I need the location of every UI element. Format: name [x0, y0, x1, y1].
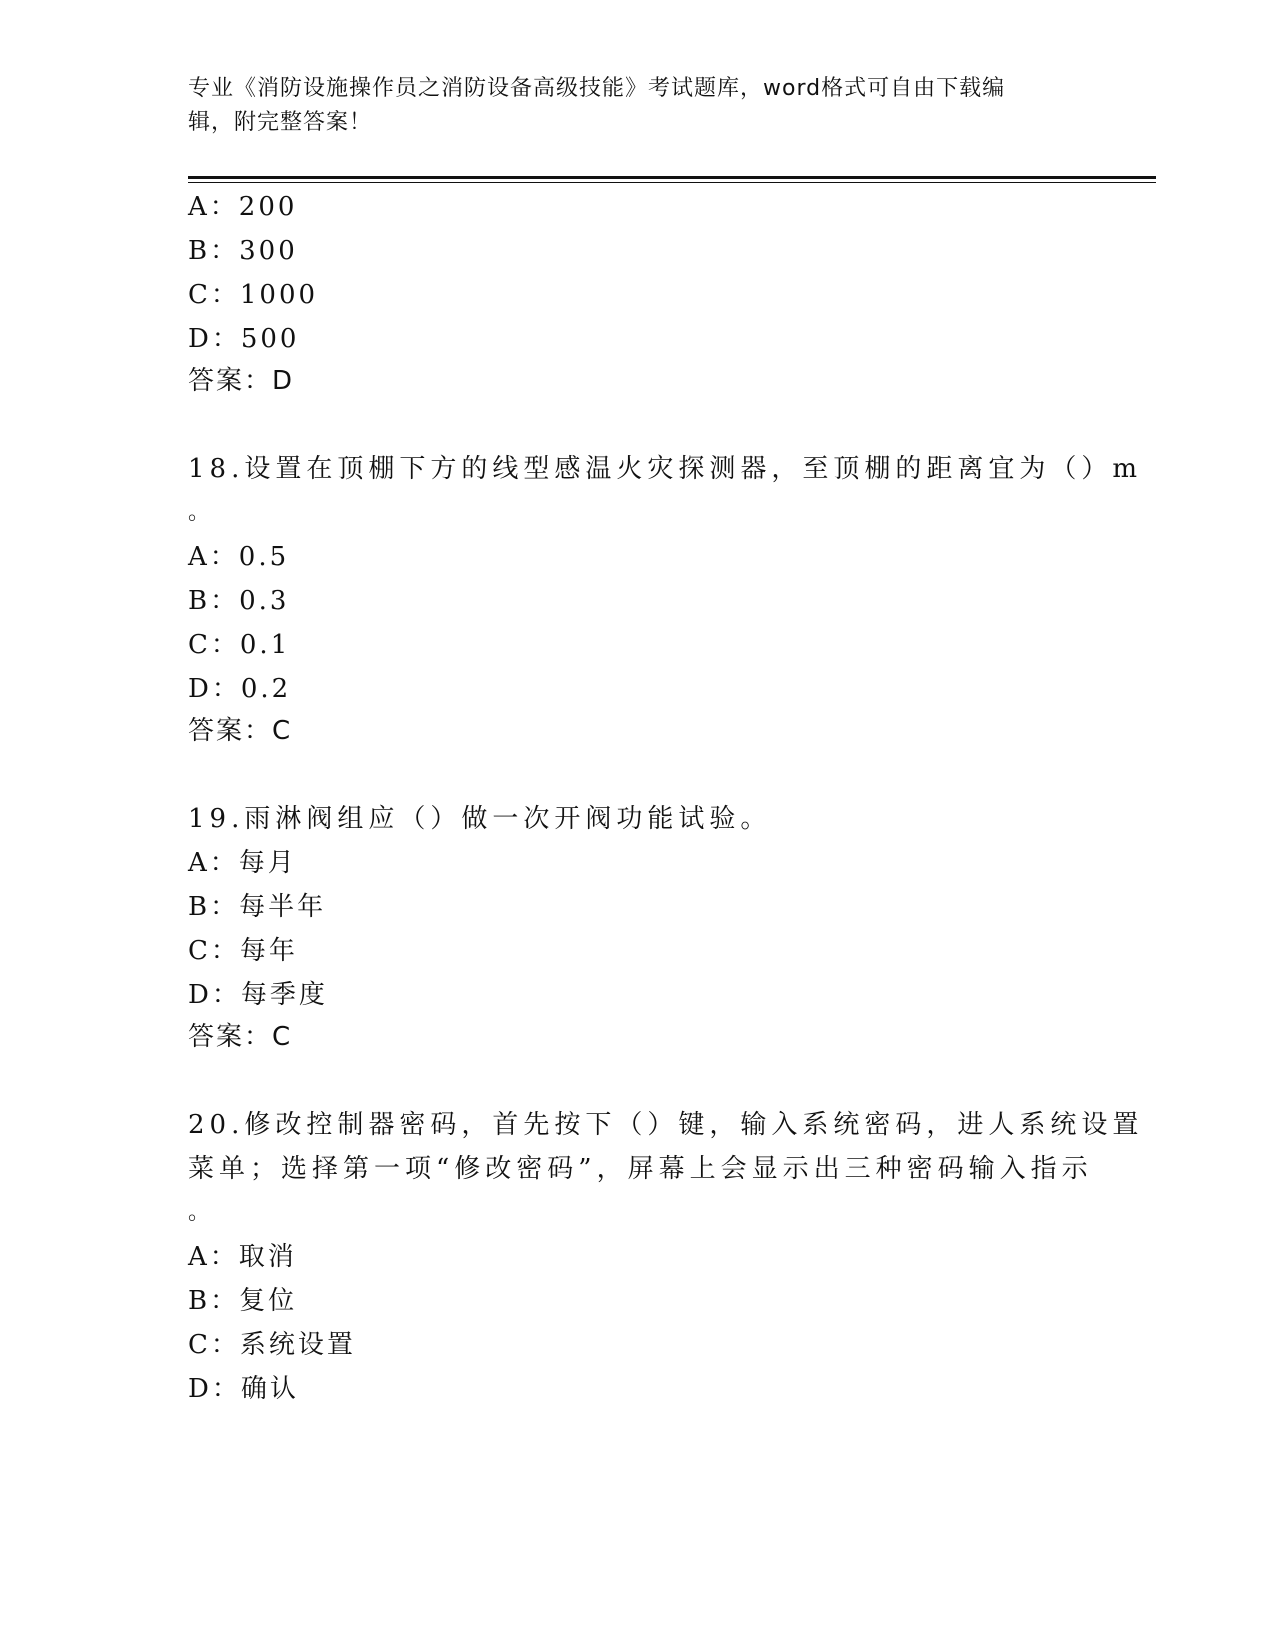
q17-option-c: C：1000	[188, 280, 319, 310]
q18-option-d: D：0.2	[188, 674, 292, 704]
q17-answer: 答案：D	[188, 366, 295, 396]
q18-question-line-2: 。	[188, 500, 214, 525]
q20-option-c: C：系统设置	[188, 1330, 356, 1360]
q19-option-d: D：每季度	[188, 980, 328, 1010]
q19-question: 19.雨淋阀组应（）做一次开阀功能试验。	[188, 804, 772, 834]
q19-option-c: C：每年	[188, 936, 298, 966]
q19-answer: 答案：C	[188, 1022, 293, 1052]
q18-option-a: A：0.5	[188, 542, 290, 572]
q17-option-b: B：300	[188, 236, 298, 266]
q18-option-c: C：0.1	[188, 630, 291, 660]
q20-option-a: A：取消	[188, 1242, 297, 1272]
header-divider-thin	[188, 182, 1156, 183]
q18-question-line-1: 18.设置在顶棚下方的线型感温火灾探测器，至顶棚的距离宜为（）m	[188, 454, 1143, 484]
header-divider-thick	[188, 176, 1156, 179]
q18-answer: 答案：C	[188, 716, 293, 746]
q19-option-b: B：每半年	[188, 892, 327, 922]
q20-option-b: B：复位	[188, 1286, 298, 1316]
q17-option-d: D：500	[188, 324, 300, 354]
document-header	[188, 72, 1068, 140]
q20-question-line-1: 20.修改控制器密码，首先按下（）键，输入系统密码，进人系统设置	[188, 1110, 1144, 1140]
q19-option-a: A：每月	[188, 848, 297, 878]
q20-question-line-3: 。	[188, 1200, 214, 1225]
q17-option-a: A：200	[188, 192, 298, 222]
q20-option-d: D：确认	[188, 1374, 299, 1404]
q20-question-line-2: 菜单；选择第一项“修改密码”，屏幕上会显示出三种密码输入指示	[188, 1154, 1093, 1184]
header-line-2: 辑，附完整答案！	[188, 110, 373, 135]
q18-option-b: B：0.3	[188, 586, 290, 616]
header-line-1: 专业《消防设施操作员之消防设备高级技能》考试题库，word格式可自由下载编	[188, 76, 1006, 101]
